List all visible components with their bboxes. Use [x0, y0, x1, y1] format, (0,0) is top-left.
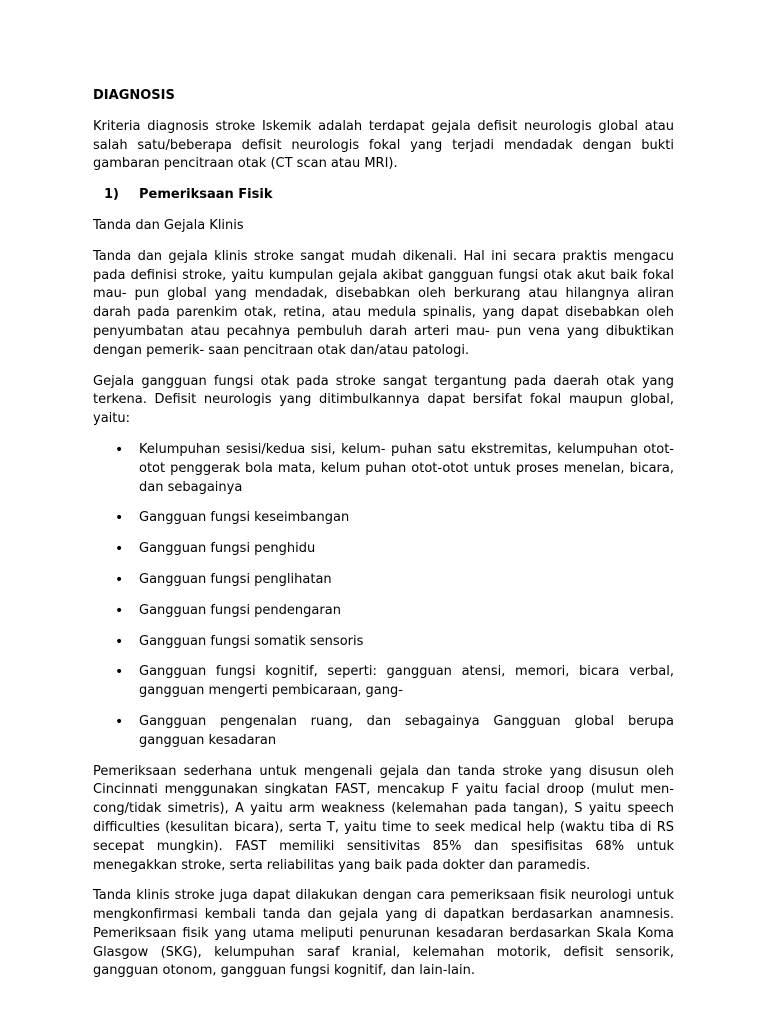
- list-item-text: Gangguan fungsi somatik sensoris: [139, 633, 364, 649]
- list-item-text: Kelumpuhan sesisi/kedua sisi, kelum- puhan satu ekstremitas, kelumpuhan otot-otot penggerak bola mata, kelum puhan otot-otot untuk proses menelan, bicara, dan sebagainya: [139, 441, 674, 495]
- section-number: 1): [104, 187, 119, 203]
- bullet-icon: •: [115, 541, 124, 558]
- document-title: DIAGNOSIS: [93, 88, 175, 103]
- list-item: [93, 509, 674, 528]
- bullet-icon: •: [115, 510, 124, 527]
- list-item: [93, 441, 674, 497]
- bullet-icon: •: [115, 713, 124, 730]
- list-item: [93, 713, 674, 751]
- paragraph-fast: Pemeriksaan sederhana untuk mengenali gejala dan tanda stroke yang disusun oleh Cincinnati menggunakan singkatan FAST, mencakup F yaitu facial droop (mulut men- cong/tidak simetris), A yaitu arm weakness (kelemahan pada tangan), S yaitu speech difficulties (kesulitan bicara), serta T, yaitu time to seek medical help (waktu tiba di RS secepat mungkin). FAST memiliki sensitivitas 85% dan spesifisitas 68% untuk menegakkan stroke, serta reliabilitas yang baik pada dokter dan paramedis.: [93, 763, 674, 873]
- bullet-icon: •: [115, 664, 124, 681]
- list-item-text: Gangguan pengenalan ruang, dan sebagainya Gangguan global berupa gangguan kesadaran: [139, 713, 674, 748]
- list-item-text: Gangguan fungsi pendengaran: [139, 602, 341, 618]
- list-item: [93, 633, 674, 652]
- list-item: [93, 540, 674, 559]
- paragraph-signs-symptoms: Tanda dan gejala klinis stroke sangat mudah dikenali. Hal ini secara praktis mengacu pada definisi stroke, yaitu kumpulan gejala akibat gangguan fungsi otak akut baik fokal mau- pun global yang mendadak, disebabkan oleh berkurang atau hilangnya aliran darah pada parenkim otak, retina, atau medula spinalis, yang dapat disebabkan oleh penyumbatan atau pecahnya pembuluh darah arteri mau- pun vena yang dibuktikan dengan pemerik- saan pencitraan otak dan/atau patologi.: [93, 248, 674, 358]
- bullet-icon: •: [115, 602, 124, 619]
- bullet-icon: •: [115, 441, 124, 458]
- paragraph-deficits: Gejala gangguan fungsi otak pada stroke sangat tergantung pada daerah otak yang terkena. Defisit neurologis yang ditimbulkannya dapat bersifat fokal maupun global, yaitu:: [93, 373, 674, 427]
- section-title: Pemeriksaan Fisik: [139, 187, 273, 203]
- list-item-text: Gangguan fungsi penglihatan: [139, 571, 332, 587]
- deficit-list: [93, 441, 674, 751]
- subheading: Tanda dan Gejala Klinis: [93, 217, 244, 233]
- section-heading: [93, 186, 674, 205]
- list-item-text: Gangguan fungsi kognitif, seperti: gangguan atensi, memori, bicara verbal, gangguan mengerti pembicaraan, gang-: [139, 664, 674, 699]
- list-item: [93, 663, 674, 701]
- bullet-icon: •: [115, 571, 124, 588]
- intro-paragraph: Kriteria diagnosis stroke Iskemik adalah terdapat gejala defisit neurologis global atau salah satu/beberapa defisit neurologis fokal yang terjadi mendadak dengan bukti gambaran pencitraan otak (CT scan atau MRI).: [93, 118, 674, 172]
- paragraph-physical-exam: Tanda klinis stroke juga dapat dilakukan dengan cara pemeriksaan fisik neurologi untuk mengkonfirmasi kembali tanda dan gejala yang di dapatkan berdasarkan anamnesis. Pemeriksaan fisik yang utama meliputi penurunan kesadaran berdasarkan Skala Koma Glasgow (SKG), kelumpuhan saraf kranial, kelemahan motorik, defisit sensorik, gangguan otonom, gangguan fungsi kognitif, dan lain-lain.: [93, 888, 674, 979]
- list-item: [93, 571, 674, 590]
- list-item-text: Gangguan fungsi keseimbangan: [139, 510, 350, 526]
- bullet-icon: •: [115, 633, 124, 650]
- list-item-text: Gangguan fungsi penghidu: [139, 541, 316, 557]
- document-body: [93, 87, 674, 993]
- list-item: [93, 602, 674, 621]
